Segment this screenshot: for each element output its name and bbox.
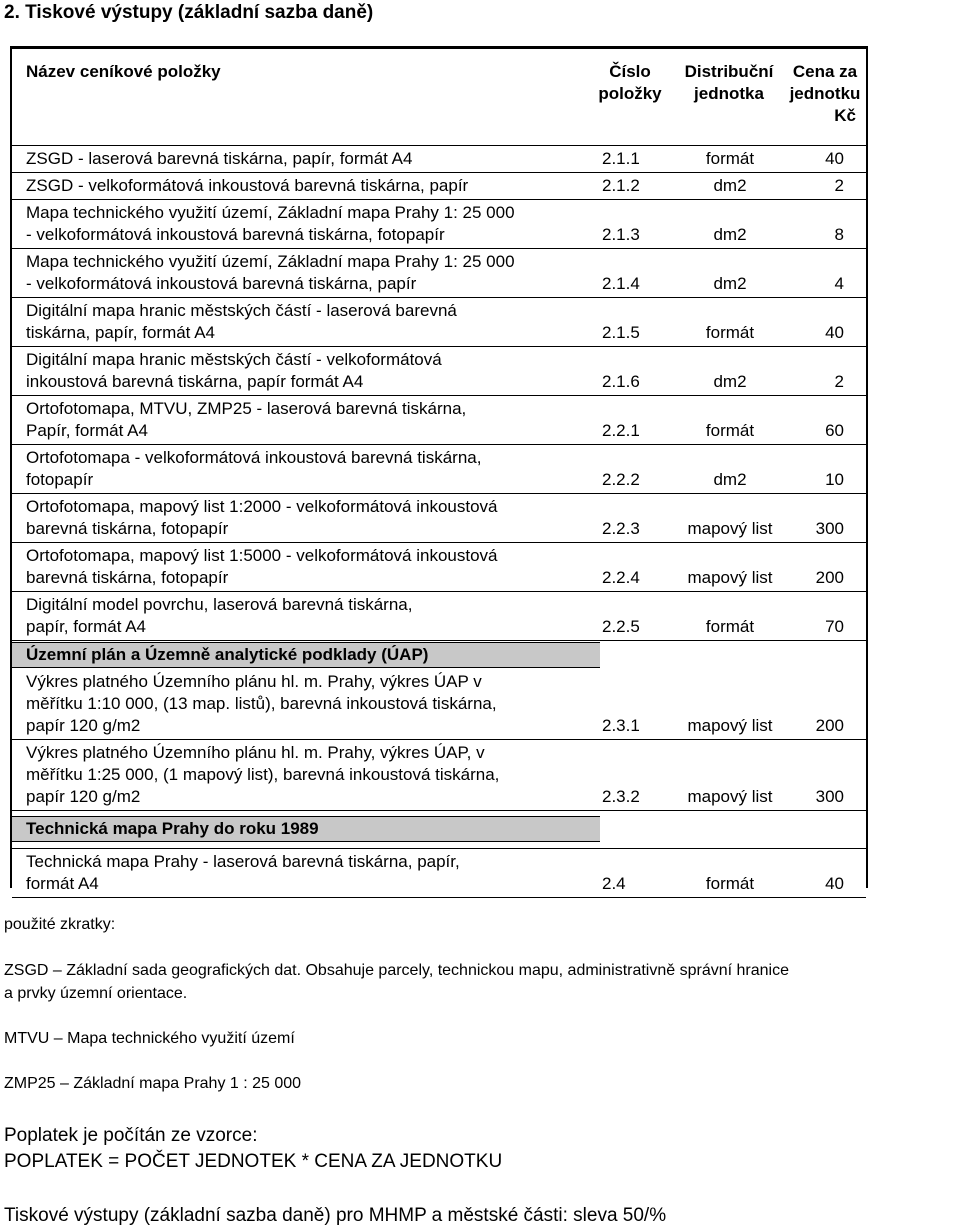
row-uap-2-price: 300 [815,787,844,806]
row-8-price: 10 [825,470,844,489]
row-4-price: 4 [834,274,844,293]
row-3-name-line: Mapa technického využití území, Základní mapa Prahy 1: 25 000 [26,203,515,222]
header-price-line2: jednotku [789,84,861,103]
row-9-name-line: Ortofotomapa, mapový list 1:2000 - velkoformátová inkoustová [26,497,498,516]
row-uap-1-name-line: měřítku 1:10 000, (13 map. listů), barevná inkoustová tiskárna, [26,694,497,713]
header-name: Název ceníkové položky [26,62,221,81]
group-header-uap: Územní plán a Územně analytické podklady (ÚAP) [26,645,429,664]
abbrev-zmp25: ZMP25 – Základní mapa Prahy 1 : 25 000 [4,1075,302,1092]
row-5-name-line: tiskárna, papír, formát A4 [26,323,215,342]
row-uap-2-name-line: Výkres platného Územního plánu hl. m. Prahy, výkres ÚAP, v [26,743,485,762]
row-7-price: 60 [825,421,844,440]
row-3-price: 8 [834,225,844,244]
row-tmp-1-price: 40 [825,874,844,893]
section-title: 2. Tiskové výstupy (základní sazba daně) [4,2,374,23]
header-unit-line1: Distribuční [684,62,774,81]
row-10-name-line: Ortofotomapa, mapový list 1:5000 - velkoformátová inkoustová [26,546,498,565]
abbrev-zsgd-line2: a prvky územní orientace. [4,985,188,1002]
row-1-number: 2.1.1 [602,149,640,168]
row-4-bottom-border [12,297,866,298]
row-tmp-1-unit: formát [705,874,755,893]
row-tmp-1-name-line: formát A4 [26,874,99,893]
row-5-unit: formát [705,323,755,342]
row-11-unit: formát [705,617,755,636]
row-uap-1-unit: mapový list [687,716,773,735]
row-2-bottom-border [12,199,866,200]
row-8-bottom-border [12,493,866,494]
row-8-unit: dm2 [713,470,747,489]
row-uap-1-bottom-border [12,739,866,740]
row-6-name-line: Digitální mapa hranic městských částí - velkoformátová [26,350,442,369]
row-9-number: 2.2.3 [602,519,640,538]
header-number [590,61,670,105]
header-number-line2: položky [598,84,662,103]
row-2-name-line: ZSGD - velkoformátová inkoustová barevná tiskárna, papír [26,176,469,195]
header-price [782,61,868,127]
row-10-name-line: barevná tiskárna, fotopapír [26,568,229,587]
fee-title: Poplatek je počítán ze vzorce: [4,1125,258,1146]
group-header-tmp: Technická mapa Prahy do roku 1989 [26,819,319,838]
row-1-bottom-border [12,172,866,173]
row-uap-1-number: 2.3.1 [602,716,640,735]
row-7-unit: formát [705,421,755,440]
row-2-unit: dm2 [713,176,747,195]
row-uap-1-price: 200 [815,716,844,735]
row-2-number: 2.1.2 [602,176,640,195]
header-price-line3: Kč [834,106,856,125]
row-9-price: 300 [815,519,844,538]
row-8-number: 2.2.2 [602,470,640,489]
row-2-price: 2 [834,176,844,195]
row-5-number: 2.1.5 [602,323,640,342]
row-10-number: 2.2.4 [602,568,640,587]
row-9-unit: mapový list [687,519,773,538]
row-11-name-line: Digitální model povrchu, laserová barevná tiskárna, [26,595,413,614]
row-7-bottom-border [12,444,866,445]
row-5-bottom-border [12,346,866,347]
row-6-unit: dm2 [713,372,747,391]
row-uap-2-name-line: měřítku 1:25 000, (1 mapový list), barevná inkoustová tiskárna, [26,765,500,784]
group-tmp-divider [12,848,866,849]
row-6-number: 2.1.6 [602,372,640,391]
row-3-number: 2.1.3 [602,225,640,244]
row-11-number: 2.2.5 [602,617,640,636]
price-table [10,46,868,893]
abbreviations-title: použité zkratky: [4,916,116,933]
row-4-unit: dm2 [713,274,747,293]
row-5-name-line: Digitální mapa hranic městských částí - laserová barevná [26,301,457,320]
row-4-number: 2.1.4 [602,274,640,293]
row-6-bottom-border [12,395,866,396]
row-8-name-line: fotopapír [26,470,94,489]
row-tmp-1-name-line: Technická mapa Prahy - laserová barevná tiskárna, papír, [26,852,460,871]
header-divider [12,145,866,146]
row-tmp-1-bottom-border [12,897,866,898]
row-uap-2-name-line: papír 120 g/m2 [26,787,141,806]
row-uap-2-bottom-border [12,810,866,811]
row-1-price: 40 [825,149,844,168]
row-1-name-line: ZSGD - laserová barevná tiskárna, papír, formát A4 [26,149,413,168]
row-5-price: 40 [825,323,844,342]
row-uap-2-number: 2.3.2 [602,787,640,806]
row-7-name-line: Ortofotomapa, MTVU, ZMP25 - laserová barevná tiskárna, [26,399,467,418]
row-6-price: 2 [834,372,844,391]
row-11-price: 70 [825,617,844,636]
row-11-bottom-border [12,640,866,641]
row-8-name-line: Ortofotomapa - velkoformátová inkoustová barevná tiskárna, [26,448,482,467]
header-number-line1: Číslo [609,62,651,81]
row-9-bottom-border [12,542,866,543]
abbrev-zsgd-line1: ZSGD – Základní sada geografických dat. Obsahuje parcely, technickou mapu, administrativně správní hranice [4,962,789,979]
row-tmp-1-number: 2.4 [602,874,626,893]
header-unit-line2: jednotka [694,84,764,103]
row-1-unit: formát [705,149,755,168]
row-10-price: 200 [815,568,844,587]
row-10-unit: mapový list [687,568,773,587]
row-3-bottom-border [12,248,866,249]
fee-formula: POPLATEK = POČET JEDNOTEK * CENA ZA JEDNOTKU [4,1151,503,1172]
row-7-number: 2.2.1 [602,421,640,440]
header-price-line1: Cena za [792,62,858,81]
row-3-unit: dm2 [713,225,747,244]
row-7-name-line: Papír, formát A4 [26,421,148,440]
abbrev-mtvu: MTVU – Mapa technického využití území [4,1030,295,1047]
header-unit [674,61,784,105]
row-uap-1-name-line: Výkres platného Územního plánu hl. m. Prahy, výkres ÚAP v [26,672,482,691]
row-9-name-line: barevná tiskárna, fotopapír [26,519,229,538]
row-11-name-line: papír, formát A4 [26,617,147,636]
row-4-name-line: Mapa technického využití území, Základní mapa Prahy 1: 25 000 [26,252,515,271]
row-6-name-line: inkoustová barevná tiskárna, papír formát A4 [26,372,364,391]
row-uap-1-name-line: papír 120 g/m2 [26,716,141,735]
row-4-name-line: - velkoformátová inkoustová barevná tiskárna, papír [26,274,417,293]
discount-note: Tiskové výstupy (základní sazba daně) pro MHMP a městské části: sleva 50/% [4,1205,667,1226]
row-uap-2-unit: mapový list [687,787,773,806]
row-10-bottom-border [12,591,866,592]
row-3-name-line: - velkoformátová inkoustová barevná tiskárna, fotopapír [26,225,445,244]
